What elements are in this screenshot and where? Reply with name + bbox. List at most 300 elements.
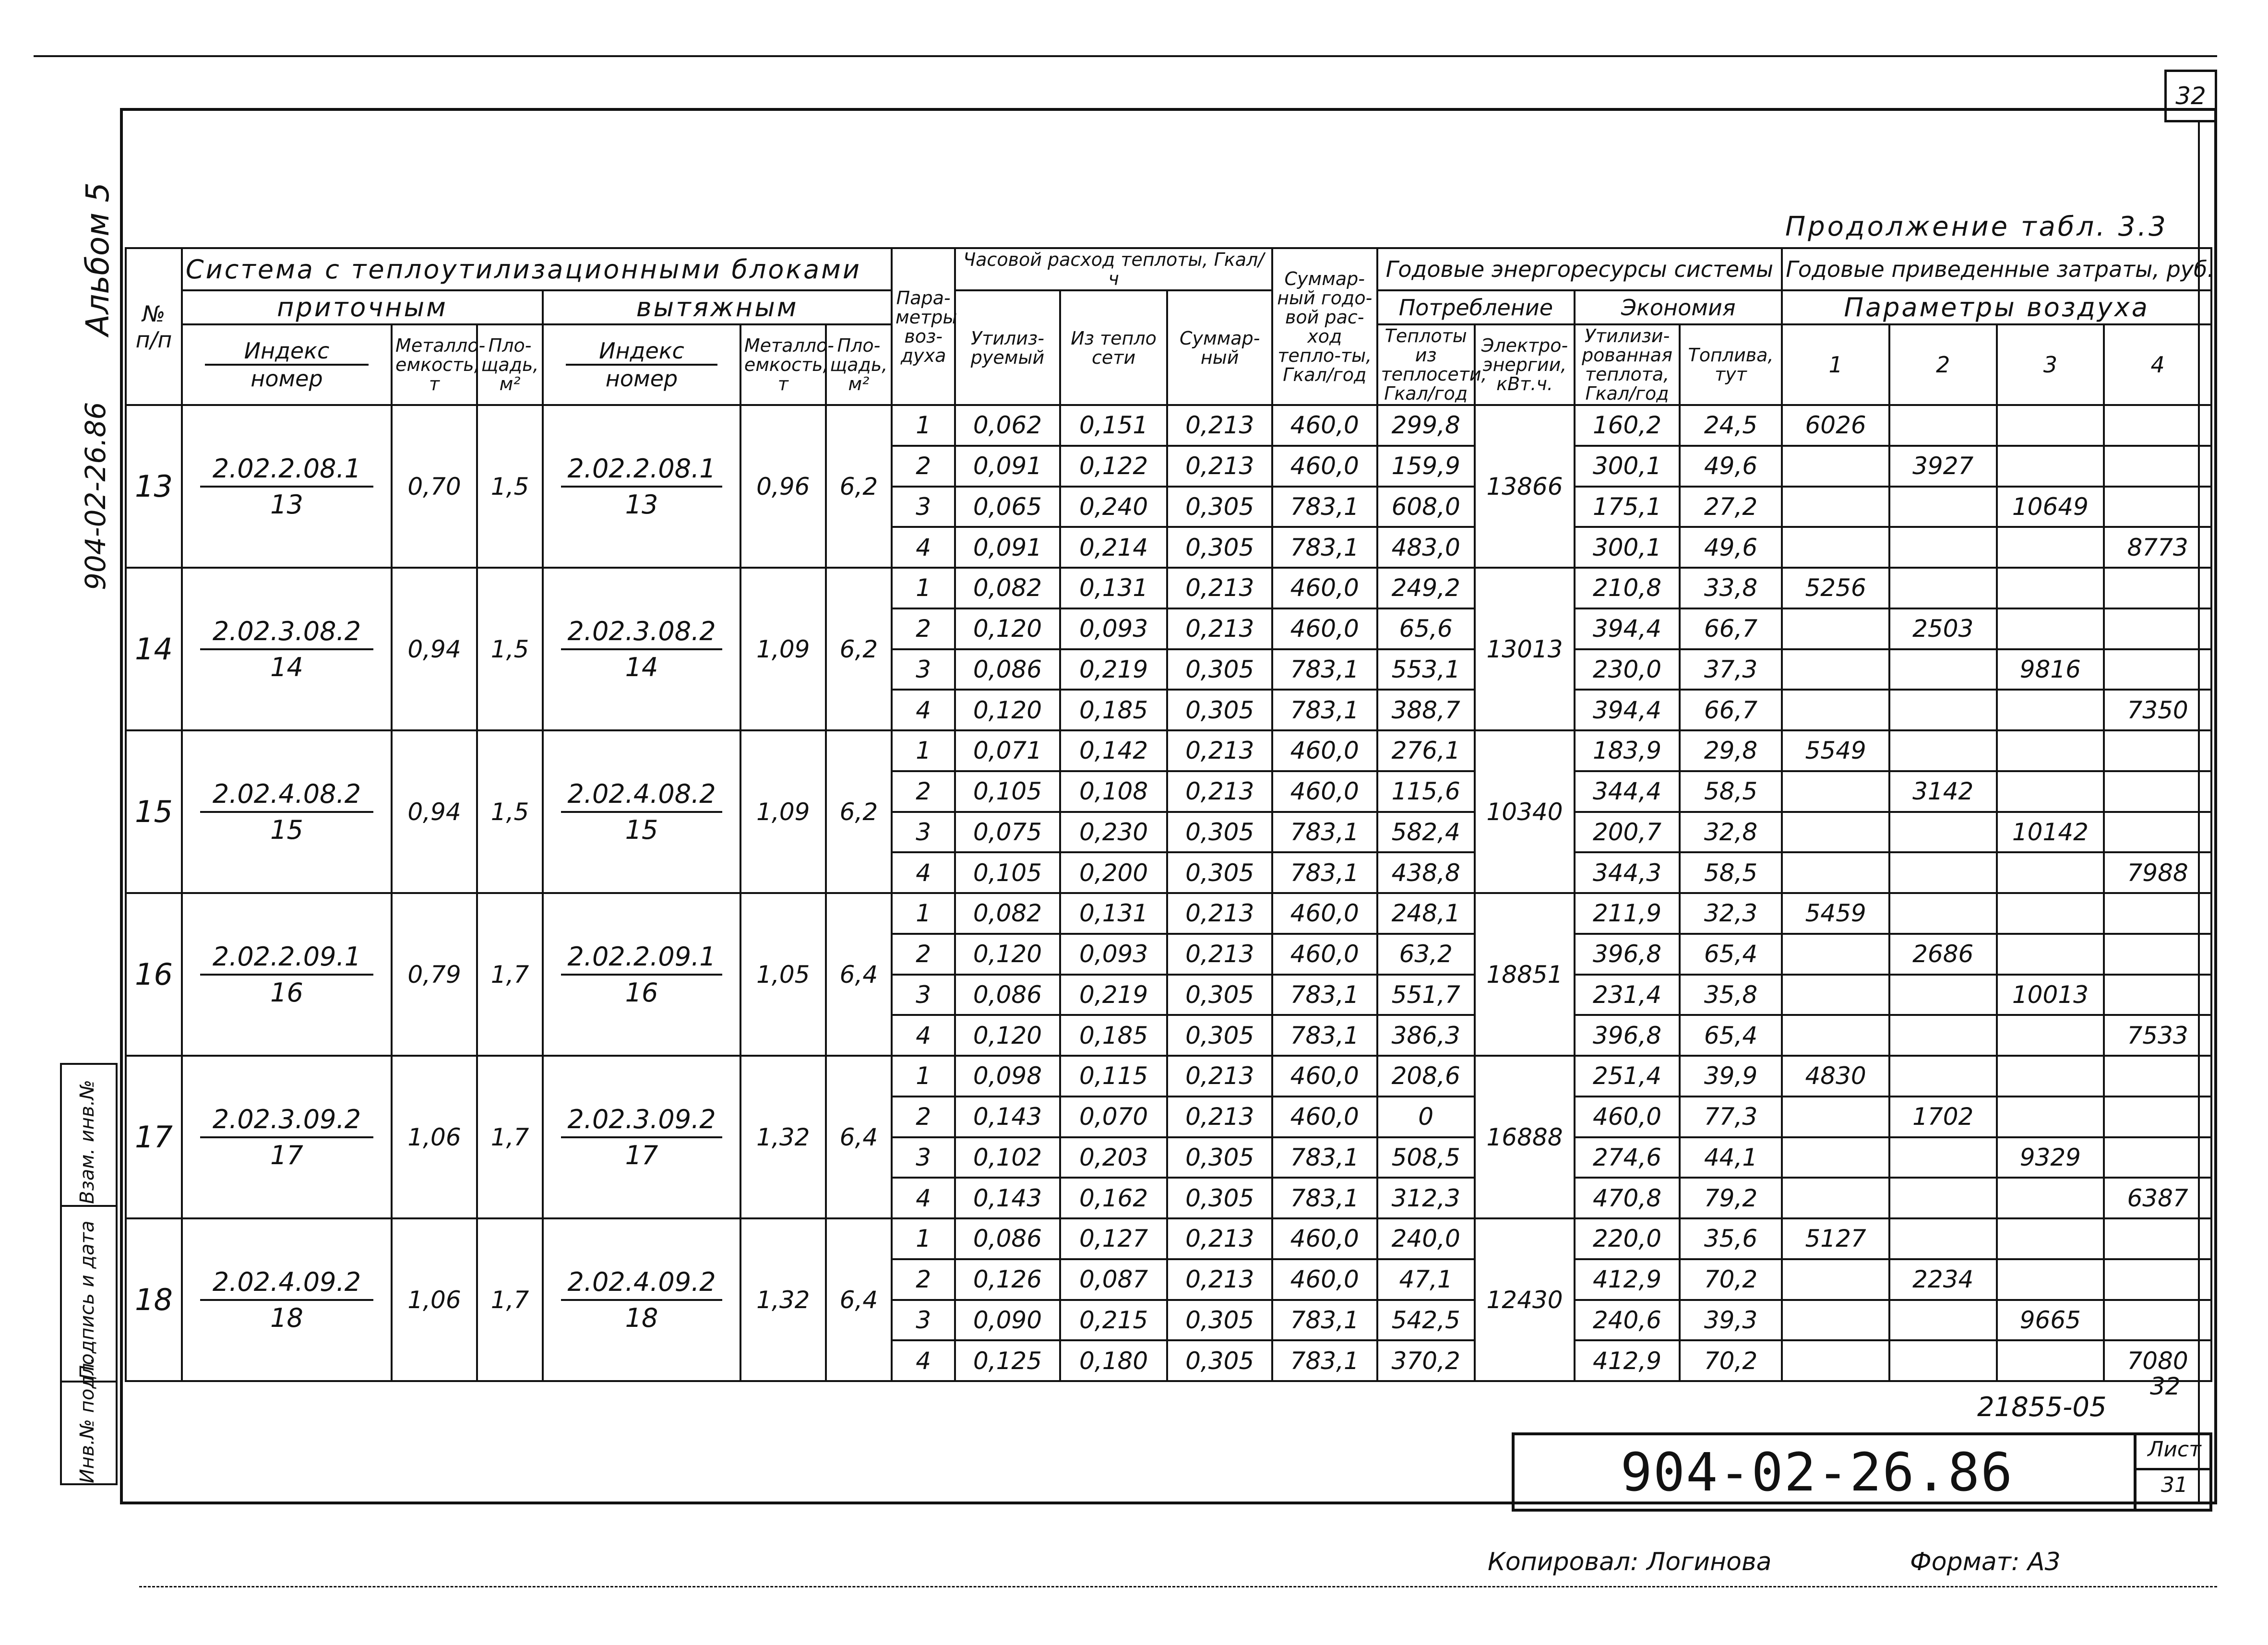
cost-col-4-cell: 7080 xyxy=(2104,1340,2211,1381)
utilized-cell: 0,102 xyxy=(955,1137,1060,1178)
supply-index-code: 2.02.4.09.2 xyxy=(200,1267,373,1301)
fuel-cell: 27,2 xyxy=(1680,487,1782,527)
air-param-cell: 3 xyxy=(892,812,955,853)
cost-col-4-cell: 7533 xyxy=(2104,1015,2211,1056)
utilized-cell: 0,098 xyxy=(955,1056,1060,1097)
total-cell: 0,213 xyxy=(1167,730,1272,771)
cost-col-3-cell xyxy=(1997,446,2104,487)
side-doc-code: 904-02-26.86 xyxy=(79,402,112,590)
annual-total-cell: 460,0 xyxy=(1272,446,1377,487)
air-param-cell: 3 xyxy=(892,487,955,527)
total-cell: 0,213 xyxy=(1167,1218,1272,1259)
fuel-cell: 58,5 xyxy=(1680,852,1782,893)
utilized-heat-cell: 240,6 xyxy=(1575,1300,1680,1341)
exhaust-index xyxy=(543,893,740,1056)
total-cell: 0,213 xyxy=(1167,893,1272,934)
exhaust-index-code: 2.02.4.08.2 xyxy=(561,779,722,813)
supply-index xyxy=(182,568,392,730)
utilized-heat-cell: 220,0 xyxy=(1575,1218,1680,1259)
utilized-heat-cell: 412,9 xyxy=(1575,1259,1680,1300)
total-cell: 0,213 xyxy=(1167,568,1272,608)
air-param-cell: 1 xyxy=(892,1056,955,1097)
cost-col-3-cell xyxy=(1997,1015,2104,1056)
total-cell: 0,305 xyxy=(1167,1137,1272,1178)
header-exhaust-metal: Металло-емкость, т xyxy=(740,324,826,405)
from-network-cell: 0,230 xyxy=(1060,812,1168,853)
cost-col-4-cell xyxy=(2104,1218,2211,1259)
air-param-cell: 3 xyxy=(892,1137,955,1178)
from-network-cell: 0,219 xyxy=(1060,975,1168,1015)
air-param-cell: 1 xyxy=(892,893,955,934)
exhaust-metal: 1,05 xyxy=(740,893,826,1056)
annual-total-cell: 783,1 xyxy=(1272,1137,1377,1178)
supply-index-code: 2.02.3.09.2 xyxy=(200,1104,373,1138)
supply-metal: 1,06 xyxy=(392,1218,477,1381)
strip-sign-date-label: Подпись и дата xyxy=(76,1220,98,1380)
cost-col-3-cell xyxy=(1997,568,2104,608)
cost-col-1-cell xyxy=(1782,1340,1889,1381)
stamp-sheet-label: Лист xyxy=(2137,1437,2212,1470)
total-cell: 0,213 xyxy=(1167,1097,1272,1137)
annual-total-cell: 783,1 xyxy=(1272,1300,1377,1341)
header-total: Суммар-ный xyxy=(1167,290,1272,405)
annual-total-cell: 460,0 xyxy=(1272,568,1377,608)
header-hourly-heat: Часовой расход теплоты, Гкал/ч xyxy=(955,248,1272,290)
header-heat-from-network: Теплоты из теплосети, Гкал/год xyxy=(1377,324,1475,405)
utilized-cell: 0,143 xyxy=(955,1097,1060,1137)
table-row xyxy=(126,893,2211,934)
supply-index-code: 2.02.3.08.2 xyxy=(200,616,373,650)
annual-total-cell: 783,1 xyxy=(1272,1340,1377,1381)
cost-col-3-cell xyxy=(1997,1340,2104,1381)
from-network-cell: 0,203 xyxy=(1060,1137,1168,1178)
air-param-cell: 1 xyxy=(892,405,955,446)
cost-col-1-cell xyxy=(1782,934,1889,975)
total-cell: 0,213 xyxy=(1167,608,1272,649)
cost-col-2-cell: 3142 xyxy=(1889,771,1997,812)
annual-total-cell: 460,0 xyxy=(1272,730,1377,771)
utilized-cell: 0,086 xyxy=(955,649,1060,690)
row-number: 13 xyxy=(126,405,182,568)
utilized-heat-cell: 344,3 xyxy=(1575,852,1680,893)
row-number: 18 xyxy=(126,1218,182,1381)
exhaust-index-code: 2.02.3.09.2 xyxy=(561,1104,722,1138)
utilized-heat-cell: 300,1 xyxy=(1575,446,1680,487)
exhaust-index-number: 15 xyxy=(625,814,658,845)
annual-total-cell: 460,0 xyxy=(1272,893,1377,934)
air-param-cell: 1 xyxy=(892,1218,955,1259)
utilized-heat-cell: 470,8 xyxy=(1575,1178,1680,1218)
exhaust-index-number: 14 xyxy=(625,652,658,682)
heat-network-cell: 299,8 xyxy=(1377,405,1475,446)
cost-col-2-cell xyxy=(1889,1137,1997,1178)
supply-area: 1,5 xyxy=(477,405,543,568)
from-network-cell: 0,108 xyxy=(1060,771,1168,812)
row-number: 15 xyxy=(126,730,182,893)
heat-network-cell: 388,7 xyxy=(1377,690,1475,730)
header-exhaust-index xyxy=(543,324,740,405)
from-network-cell: 0,122 xyxy=(1060,446,1168,487)
utilized-cell: 0,120 xyxy=(955,608,1060,649)
utilized-cell: 0,125 xyxy=(955,1340,1060,1381)
annual-total-cell: 783,1 xyxy=(1272,1015,1377,1056)
air-param-cell: 4 xyxy=(892,527,955,568)
row-number: 17 xyxy=(126,1056,182,1218)
supply-index-number: 13 xyxy=(270,489,303,520)
header-exhaust-area: Пло-щадь, м² xyxy=(826,324,892,405)
supply-area: 1,5 xyxy=(477,730,543,893)
header-supply: приточным xyxy=(182,290,543,324)
total-cell: 0,213 xyxy=(1167,405,1272,446)
cost-col-1-cell xyxy=(1782,649,1889,690)
heat-network-cell: 553,1 xyxy=(1377,649,1475,690)
fuel-cell: 79,2 xyxy=(1680,1178,1782,1218)
from-network-cell: 0,215 xyxy=(1060,1300,1168,1341)
supply-index xyxy=(182,730,392,893)
cost-col-1-cell: 5127 xyxy=(1782,1218,1889,1259)
heat-network-cell: 276,1 xyxy=(1377,730,1475,771)
air-param-cell: 1 xyxy=(892,730,955,771)
total-cell: 0,305 xyxy=(1167,852,1272,893)
cost-col-1-cell: 5256 xyxy=(1782,568,1889,608)
stamp-doc-code: 904-02-26.86 xyxy=(1620,1441,2014,1503)
cost-col-1-cell xyxy=(1782,852,1889,893)
header-col-2: 2 xyxy=(1889,324,1997,405)
header-utilized-heat: Утилизи-рованная теплота, Гкал/год xyxy=(1575,324,1680,405)
total-cell: 0,305 xyxy=(1167,1340,1272,1381)
supply-index-number: 14 xyxy=(270,652,303,682)
exhaust-metal: 1,09 xyxy=(740,730,826,893)
bottom-rule xyxy=(139,1586,2217,1587)
utilized-cell: 0,086 xyxy=(955,1218,1060,1259)
exhaust-area: 6,2 xyxy=(826,568,892,730)
air-param-cell: 4 xyxy=(892,1178,955,1218)
total-cell: 0,213 xyxy=(1167,771,1272,812)
cost-col-1-cell xyxy=(1782,1300,1889,1341)
cost-col-4-cell xyxy=(2104,1137,2211,1178)
utilized-heat-cell: 160,2 xyxy=(1575,405,1680,446)
cost-col-1-cell xyxy=(1782,1259,1889,1300)
heat-network-cell: 608,0 xyxy=(1377,487,1475,527)
heat-network-cell: 582,4 xyxy=(1377,812,1475,853)
fuel-cell: 70,2 xyxy=(1680,1340,1782,1381)
fuel-cell: 44,1 xyxy=(1680,1137,1782,1178)
cost-col-3-cell: 10013 xyxy=(1997,975,2104,1015)
strip-sign-date xyxy=(60,1205,118,1383)
strip-replace-inv-label: Взам. инв.№ xyxy=(76,1080,98,1204)
supply-metal: 0,94 xyxy=(392,730,477,893)
cost-col-3-cell xyxy=(1997,690,2104,730)
from-network-cell: 0,115 xyxy=(1060,1056,1168,1097)
fuel-cell: 24,5 xyxy=(1680,405,1782,446)
heat-network-cell: 240,0 xyxy=(1377,1218,1475,1259)
cost-col-4-cell xyxy=(2104,608,2211,649)
electricity-cell: 13866 xyxy=(1475,405,1575,568)
supply-index-code: 2.02.4.08.2 xyxy=(200,779,373,813)
cost-col-4-cell: 8773 xyxy=(2104,527,2211,568)
continuation-title: Продолжение табл. 3.3 xyxy=(1785,211,2168,242)
heat-network-cell: 370,2 xyxy=(1377,1340,1475,1381)
total-cell: 0,213 xyxy=(1167,1056,1272,1097)
supply-metal: 0,94 xyxy=(392,568,477,730)
cost-col-3-cell xyxy=(1997,608,2104,649)
heat-network-cell: 312,3 xyxy=(1377,1178,1475,1218)
cost-col-2-cell: 2503 xyxy=(1889,608,1997,649)
annual-total-cell: 783,1 xyxy=(1272,812,1377,853)
cost-col-2-cell xyxy=(1889,1218,1997,1259)
row-number: 14 xyxy=(126,568,182,730)
cost-col-1-cell: 6026 xyxy=(1782,405,1889,446)
heat-network-cell: 551,7 xyxy=(1377,975,1475,1015)
cost-col-3-cell xyxy=(1997,527,2104,568)
air-param-cell: 4 xyxy=(892,1340,955,1381)
cost-col-3-cell xyxy=(1997,1056,2104,1097)
supply-index xyxy=(182,893,392,1056)
cost-col-2-cell: 3927 xyxy=(1889,446,1997,487)
header-economy: Экономия xyxy=(1575,290,1782,324)
exhaust-index-code: 2.02.3.08.2 xyxy=(561,616,722,650)
album-label: Альбом 5 xyxy=(79,182,116,336)
header-consumption: Потребление xyxy=(1377,290,1575,324)
table-row xyxy=(126,1218,2211,1259)
heat-network-cell: 508,5 xyxy=(1377,1137,1475,1178)
heat-network-cell: 386,3 xyxy=(1377,1015,1475,1056)
heat-network-cell: 63,2 xyxy=(1377,934,1475,975)
cost-col-4-cell xyxy=(2104,1259,2211,1300)
supply-metal: 0,79 xyxy=(392,893,477,1056)
from-network-cell: 0,093 xyxy=(1060,934,1168,975)
utilized-cell: 0,065 xyxy=(955,487,1060,527)
header-supply-index xyxy=(182,324,392,405)
page-number: 32 xyxy=(2175,82,2206,110)
fuel-cell: 33,8 xyxy=(1680,568,1782,608)
cost-col-1-cell xyxy=(1782,1137,1889,1178)
table-row xyxy=(126,568,2211,608)
heat-network-cell: 542,5 xyxy=(1377,1300,1475,1341)
supply-index-code: 2.02.2.09.1 xyxy=(200,942,373,976)
row-number: 16 xyxy=(126,893,182,1056)
header-utilized: Утилиз-руемый xyxy=(955,290,1060,405)
utilized-cell: 0,091 xyxy=(955,527,1060,568)
cost-col-4-cell xyxy=(2104,1097,2211,1137)
cost-col-4-cell xyxy=(2104,446,2211,487)
cost-col-2-cell xyxy=(1889,1340,1997,1381)
from-network-cell: 0,070 xyxy=(1060,1097,1168,1137)
cost-col-4-cell xyxy=(2104,812,2211,853)
top-rule xyxy=(34,55,2217,57)
utilized-cell: 0,126 xyxy=(955,1259,1060,1300)
cost-col-4-cell xyxy=(2104,649,2211,690)
from-network-cell: 0,131 xyxy=(1060,568,1168,608)
cost-col-4-cell xyxy=(2104,1300,2211,1341)
from-network-cell: 0,200 xyxy=(1060,852,1168,893)
cost-col-3-cell xyxy=(1997,852,2104,893)
cost-col-3-cell: 9816 xyxy=(1997,649,2104,690)
utilized-cell: 0,082 xyxy=(955,893,1060,934)
total-cell: 0,305 xyxy=(1167,527,1272,568)
exhaust-area: 6,2 xyxy=(826,730,892,893)
footer-format: Формат: А3 xyxy=(1910,1548,2061,1576)
header-index-label: Индекс xyxy=(566,338,717,366)
fuel-cell: 35,6 xyxy=(1680,1218,1782,1259)
supply-area: 1,7 xyxy=(477,893,543,1056)
cost-col-1-cell xyxy=(1782,1097,1889,1137)
cost-col-4-cell xyxy=(2104,730,2211,771)
air-param-cell: 3 xyxy=(892,975,955,1015)
exhaust-index-code: 2.02.2.09.1 xyxy=(561,942,722,976)
utilized-heat-cell: 175,1 xyxy=(1575,487,1680,527)
supply-index-number: 15 xyxy=(270,814,303,845)
cost-col-2-cell xyxy=(1889,1015,1997,1056)
cost-col-1-cell xyxy=(1782,690,1889,730)
total-cell: 0,213 xyxy=(1167,446,1272,487)
from-network-cell: 0,131 xyxy=(1060,893,1168,934)
strip-inv-no xyxy=(60,1357,118,1485)
data-table xyxy=(125,247,2215,1382)
supply-metal: 1,06 xyxy=(392,1056,477,1218)
exhaust-index-number: 18 xyxy=(625,1302,658,1333)
cost-col-1-cell xyxy=(1782,487,1889,527)
cost-col-2-cell xyxy=(1889,690,1997,730)
supply-index xyxy=(182,1056,392,1218)
cost-col-4-cell xyxy=(2104,568,2211,608)
utilized-heat-cell: 210,8 xyxy=(1575,568,1680,608)
supply-index-number: 18 xyxy=(270,1302,303,1333)
strip-inv-no-label: Инв.№ подл. xyxy=(76,1357,98,1483)
header-supply-metal: Металло-емкость, т xyxy=(392,324,477,405)
annual-total-cell: 460,0 xyxy=(1272,608,1377,649)
cost-col-2-cell xyxy=(1889,487,1997,527)
utilized-cell: 0,105 xyxy=(955,771,1060,812)
from-network-cell: 0,093 xyxy=(1060,608,1168,649)
annual-total-cell: 783,1 xyxy=(1272,852,1377,893)
annual-total-cell: 460,0 xyxy=(1272,405,1377,446)
cost-col-1-cell xyxy=(1782,975,1889,1015)
utilized-heat-cell: 200,7 xyxy=(1575,812,1680,853)
heat-network-cell: 438,8 xyxy=(1377,852,1475,893)
fuel-cell: 66,7 xyxy=(1680,690,1782,730)
utilized-cell: 0,120 xyxy=(955,690,1060,730)
cost-col-3-cell: 9665 xyxy=(1997,1300,2104,1341)
cost-col-2-cell xyxy=(1889,975,1997,1015)
annual-total-cell: 460,0 xyxy=(1272,1259,1377,1300)
utilized-heat-cell: 230,0 xyxy=(1575,649,1680,690)
header-annual-resources: Годовые энергоресурсы системы xyxy=(1377,248,1782,290)
header-number-label: номер xyxy=(605,366,678,392)
supply-index-code: 2.02.2.08.1 xyxy=(200,453,373,488)
cost-col-4-cell: 6387 xyxy=(2104,1178,2211,1218)
heat-network-cell: 0 xyxy=(1377,1097,1475,1137)
table-row xyxy=(126,730,2211,771)
fuel-cell: 29,8 xyxy=(1680,730,1782,771)
from-network-cell: 0,214 xyxy=(1060,527,1168,568)
heat-network-cell: 208,6 xyxy=(1377,1056,1475,1097)
utilized-cell: 0,105 xyxy=(955,852,1060,893)
supply-area: 1,5 xyxy=(477,568,543,730)
header-air-params-cols: Параметры воздуха xyxy=(1782,290,2211,324)
fuel-cell: 70,2 xyxy=(1680,1259,1782,1300)
exhaust-index xyxy=(543,1056,740,1218)
header-fuel: Топлива, тут xyxy=(1680,324,1782,405)
cost-col-3-cell xyxy=(1997,934,2104,975)
annual-total-cell: 460,0 xyxy=(1272,934,1377,975)
cost-col-3-cell: 10142 xyxy=(1997,812,2104,853)
exhaust-index-code: 2.02.4.09.2 xyxy=(561,1267,722,1301)
utilized-heat-cell: 460,0 xyxy=(1575,1097,1680,1137)
title-stamp xyxy=(1512,1432,2212,1512)
cost-col-1-cell xyxy=(1782,446,1889,487)
heat-network-cell: 115,6 xyxy=(1377,771,1475,812)
electricity-cell: 18851 xyxy=(1475,893,1575,1056)
cost-col-4-cell xyxy=(2104,893,2211,934)
exhaust-metal: 0,96 xyxy=(740,405,826,568)
utilized-cell: 0,075 xyxy=(955,812,1060,853)
cost-col-4-cell xyxy=(2104,487,2211,527)
header-col-1: 1 xyxy=(1782,324,1889,405)
air-param-cell: 3 xyxy=(892,649,955,690)
utilized-cell: 0,062 xyxy=(955,405,1060,446)
order-number: 21855-05 xyxy=(1977,1392,2107,1423)
cost-col-1-cell xyxy=(1782,527,1889,568)
utilized-heat-cell: 300,1 xyxy=(1575,527,1680,568)
header-exhaust: вытяжным xyxy=(543,290,892,324)
total-cell: 0,305 xyxy=(1167,1178,1272,1218)
annual-total-cell: 783,1 xyxy=(1272,487,1377,527)
fuel-cell: 65,4 xyxy=(1680,1015,1782,1056)
cost-col-2-cell xyxy=(1889,852,1997,893)
utilized-cell: 0,071 xyxy=(955,730,1060,771)
fuel-cell: 58,5 xyxy=(1680,771,1782,812)
footer-copied: Копировал: Логинова xyxy=(1488,1548,1772,1576)
fuel-cell: 49,6 xyxy=(1680,446,1782,487)
exhaust-index-number: 16 xyxy=(625,977,658,1008)
air-param-cell: 1 xyxy=(892,568,955,608)
cost-col-4-cell: 7988 xyxy=(2104,852,2211,893)
from-network-cell: 0,219 xyxy=(1060,649,1168,690)
exhaust-index-code: 2.02.2.08.1 xyxy=(561,453,722,488)
cost-col-3-cell xyxy=(1997,405,2104,446)
supply-index xyxy=(182,405,392,568)
from-network-cell: 0,185 xyxy=(1060,1015,1168,1056)
total-cell: 0,305 xyxy=(1167,690,1272,730)
total-cell: 0,305 xyxy=(1167,812,1272,853)
cost-col-2-cell xyxy=(1889,893,1997,934)
cost-col-3-cell xyxy=(1997,1218,2104,1259)
fuel-cell: 65,4 xyxy=(1680,934,1782,975)
exhaust-index xyxy=(543,405,740,568)
header-index-label: Индекс xyxy=(205,338,369,366)
air-param-cell: 4 xyxy=(892,1015,955,1056)
exhaust-area: 6,4 xyxy=(826,1218,892,1381)
electricity-cell: 12430 xyxy=(1475,1218,1575,1381)
utilized-heat-cell: 344,4 xyxy=(1575,771,1680,812)
cost-col-2-cell: 2234 xyxy=(1889,1259,1997,1300)
fuel-cell: 39,3 xyxy=(1680,1300,1782,1341)
header-col-3: 3 xyxy=(1997,324,2104,405)
cost-col-1-cell: 4830 xyxy=(1782,1056,1889,1097)
cost-col-2-cell xyxy=(1889,568,1997,608)
cost-col-1-cell xyxy=(1782,771,1889,812)
air-param-cell: 2 xyxy=(892,608,955,649)
from-network-cell: 0,162 xyxy=(1060,1178,1168,1218)
air-param-cell: 2 xyxy=(892,446,955,487)
total-cell: 0,305 xyxy=(1167,1015,1272,1056)
supply-area: 1,7 xyxy=(477,1056,543,1218)
utilized-cell: 0,091 xyxy=(955,446,1060,487)
air-param-cell: 2 xyxy=(892,934,955,975)
annual-total-cell: 460,0 xyxy=(1272,1218,1377,1259)
table-row xyxy=(126,1056,2211,1097)
